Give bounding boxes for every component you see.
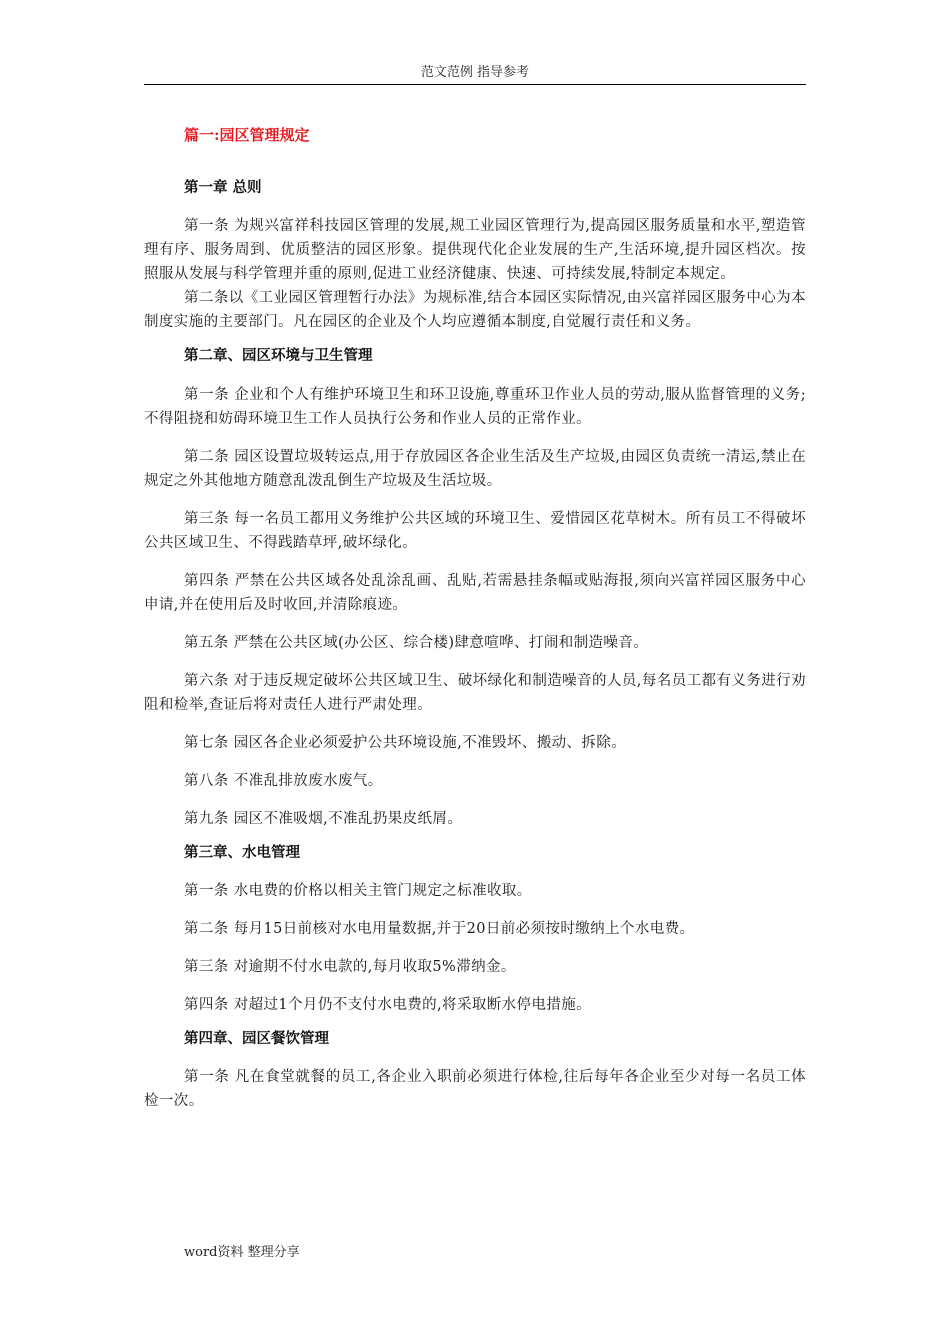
chapter-2-heading: 第二章、园区环境与卫生管理 (184, 347, 373, 364)
chapter-2-article-2: 第二条 园区设置垃圾转运点,用于存放园区各企业生活及生产垃圾,由园区负责统一清运,禁止在规定之外其他地方随意乱泼乱倒生产垃圾及生活垃圾。 (144, 449, 806, 489)
chapter-1-heading: 第一章 总则 (184, 179, 262, 196)
chapter-3-heading: 第三章、水电管理 (184, 844, 300, 861)
chapter-2-article-1: 第一条 企业和个人有维护环境卫生和环卫设施,尊重环卫作业人员的劳动,服从监督管理的义务;不得阻挠和妨碍环境卫生工作人员执行公务和作业人员的正常作业。 (144, 387, 806, 427)
chapter-1-article-1: 第一条 为规兴富祥科技园区管理的发展,规工业园区管理行为,提高园区服务质量和水平,塑造管理有序、服务周到、优质整洁的园区形象。提供现代化企业发展的生产,生活环境,提升园区档次。按照服从发展与科学管理并重的原则,促进工业经济健康、快速、可持续发展,特制定本规定。 (144, 218, 806, 282)
chapter-4-heading: 第四章、园区餐饮管理 (184, 1030, 329, 1047)
chapter-2-article-8: 第八条 不准乱排放废水废气。 (184, 773, 383, 789)
page-footer (184, 1244, 300, 1262)
chapter-3-article-4: 第四条 对超过1个月仍不支付水电费的,将采取断水停电措施。 (184, 997, 592, 1013)
chapter-3-article-1: 第一条 水电费的价格以相关主管门规定之标准收取。 (184, 883, 532, 899)
chapter-2-article-6: 第六条 对于违反规定破坏公共区域卫生、破坏绿化和制造噪音的人员,每名员工都有义务进行劝阻和检举,查证后将对责任人进行严肃处理。 (144, 673, 806, 713)
chapter-2-article-7: 第七条 园区各企业必须爱护公共环境设施,不准毁坏、搬动、拆除。 (184, 735, 627, 751)
chapter-1-article-2: 第二条以《工业园区管理暂行办法》为规标准,结合本园区实际情况,由兴富祥园区服务中心为本制度实施的主要部门。凡在园区的企业及个人均应遵循本制度,自觉履行责任和义务。 (144, 290, 806, 330)
document-title: 篇一:园区管理规定 (184, 126, 310, 144)
page-header-text: 范文范例 指导参考 (420, 65, 530, 80)
document-body (144, 122, 806, 1113)
chapter-3-article-2: 第二条 每月15日前核对水电用量数据,并于20日前必须按时缴纳上个水电费。 (184, 921, 695, 937)
chapter-2-article-3: 第三条 每一名员工都用义务维护公共区域的环境卫生、爱惜园区花草树木。所有员工不得破坏公共区域卫生、不得践踏草坪,破坏绿化。 (144, 511, 806, 551)
chapter-2-article-5: 第五条 严禁在公共区域(办公区、综合楼)肆意喧哗、打闹和制造噪音。 (184, 635, 649, 651)
chapter-4-article-1: 第一条 凡在食堂就餐的员工,各企业入职前必须进行体检,往后每年各企业至少对每一名员工体检一次。 (144, 1069, 806, 1109)
chapter-3-article-3: 第三条 对逾期不付水电款的,每月收取5%滞纳金。 (184, 959, 516, 975)
page-footer-text: word资料 整理分享 (184, 1245, 300, 1260)
page-header (144, 64, 806, 85)
chapter-2-article-9: 第九条 园区不准吸烟,不准乱扔果皮纸屑。 (184, 811, 463, 827)
chapter-2-article-4: 第四条 严禁在公共区域各处乱涂乱画、乱贴,若需悬挂条幅或贴海报,须向兴富祥园区服务中心申请,并在使用后及时收回,并清除痕迹。 (144, 573, 806, 613)
